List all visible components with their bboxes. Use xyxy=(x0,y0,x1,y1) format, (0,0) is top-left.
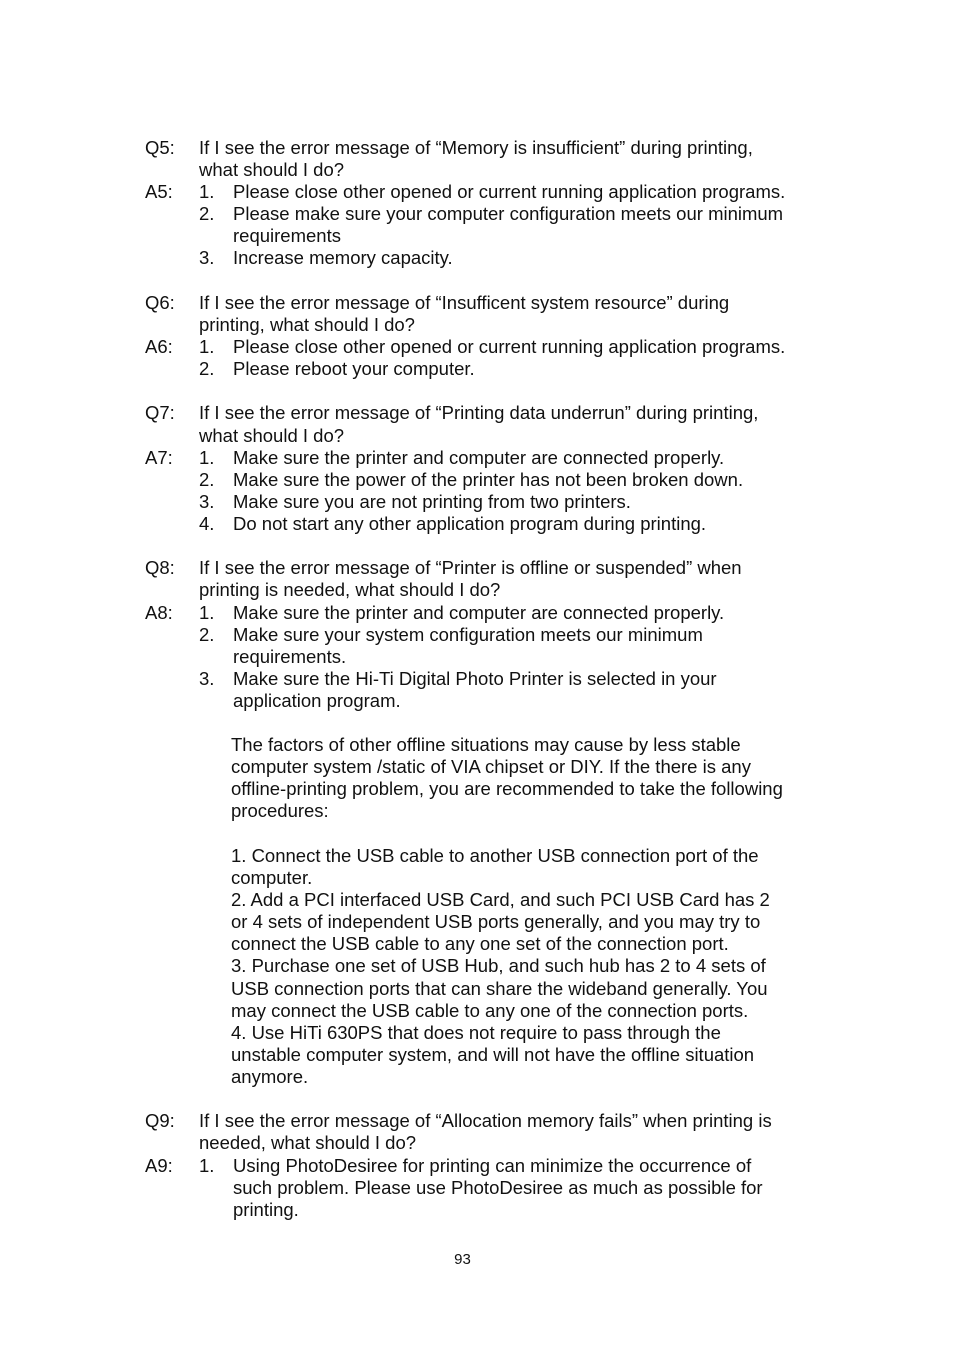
procedure-text: connect the USB cable to any one set of the connection port. xyxy=(231,933,729,954)
procedure-text: may connect the USB cable to any one of the connection ports. xyxy=(231,1000,749,1021)
question-text: what should I do? xyxy=(199,159,345,180)
answer-text: Please close other opened or current running application programs. xyxy=(233,336,786,357)
answer-number: 3. xyxy=(199,247,215,268)
answer-text: Make sure the power of the printer has not been broken down. xyxy=(233,469,744,490)
question-label: Q5: xyxy=(145,137,175,158)
note-text: procedures: xyxy=(231,800,329,821)
answer-number: 1. xyxy=(199,602,215,623)
answer-number: 1. xyxy=(199,181,215,202)
page-number: 93 xyxy=(454,1251,471,1268)
question-text: needed, what should I do? xyxy=(199,1132,417,1153)
note-text: computer system /static of VIA chipset or DIY. If the there is any xyxy=(231,756,751,777)
question-text: If I see the error message of “Printing data underrun” during printing, xyxy=(199,402,759,423)
answer-text: Please close other opened or current running application programs. xyxy=(233,181,786,202)
answer-text: Increase memory capacity. xyxy=(233,247,453,268)
answer-text: Make sure the Hi-Ti Digital Photo Printer is selected in your xyxy=(233,668,717,689)
answer-number: 3. xyxy=(199,668,215,689)
answer-number: 1. xyxy=(199,336,215,357)
answer-label: A7: xyxy=(145,447,173,468)
question-text: If I see the error message of “Printer is offline or suspended” when xyxy=(199,557,742,578)
question-label: Q7: xyxy=(145,402,175,423)
procedure-text: 1. Connect the USB cable to another USB connection port of the xyxy=(231,845,759,866)
answer-number: 2. xyxy=(199,624,215,645)
answer-text: Using PhotoDesiree for printing can minimize the occurrence of xyxy=(233,1155,752,1176)
question-label: Q8: xyxy=(145,557,175,578)
question-text: printing is needed, what should I do? xyxy=(199,579,501,600)
answer-number: 1. xyxy=(199,1155,215,1176)
procedure-text: unstable computer system, and will not have the offline situation xyxy=(231,1044,755,1065)
question-label: Q9: xyxy=(145,1110,175,1131)
procedure-text: or 4 sets of independent USB ports generally, and you may try to xyxy=(231,911,761,932)
answer-text: Make sure your system configuration meets our minimum xyxy=(233,624,703,645)
answer-text: Make sure the printer and computer are connected properly. xyxy=(233,602,725,623)
procedure-text: computer. xyxy=(231,867,313,888)
question-text: If I see the error message of “Insufficent system resource” during xyxy=(199,292,730,313)
question-text: If I see the error message of “Allocation memory fails” when printing is xyxy=(199,1110,772,1131)
answer-number: 1. xyxy=(199,447,215,468)
answer-text: requirements xyxy=(233,225,341,246)
question-text: printing, what should I do? xyxy=(199,314,415,335)
answer-text: Make sure the printer and computer are connected properly. xyxy=(233,447,725,468)
answer-text: printing. xyxy=(233,1199,299,1220)
answer-number: 3. xyxy=(199,491,215,512)
answer-text: such problem. Please use PhotoDesiree as much as possible for xyxy=(233,1177,763,1198)
question-label: Q6: xyxy=(145,292,175,313)
answer-label: A9: xyxy=(145,1155,173,1176)
procedure-text: anymore. xyxy=(231,1066,309,1087)
procedure-text: USB connection ports that can share the wideband generally. You xyxy=(231,978,768,999)
question-text: what should I do? xyxy=(199,425,345,446)
answer-text: Please reboot your computer. xyxy=(233,358,475,379)
answer-text: requirements. xyxy=(233,646,347,667)
answer-text: application program. xyxy=(233,690,401,711)
note-text: offline-printing problem, you are recommended to take the following xyxy=(231,778,783,799)
question-text: If I see the error message of “Memory is insufficient” during printing, xyxy=(199,137,753,158)
answer-number: 2. xyxy=(199,358,215,379)
procedure-text: 3. Purchase one set of USB Hub, and such hub has 2 to 4 sets of xyxy=(231,955,766,976)
answer-text: Please make sure your computer configuration meets our minimum xyxy=(233,203,784,224)
answer-label: A5: xyxy=(145,181,173,202)
answer-label: A8: xyxy=(145,602,173,623)
answer-number: 2. xyxy=(199,469,215,490)
note-text: The factors of other offline situations may cause by less stable xyxy=(231,734,741,755)
answer-number: 2. xyxy=(199,203,215,224)
procedure-text: 2. Add a PCI interfaced USB Card, and such PCI USB Card has 2 xyxy=(231,889,770,910)
answer-text: Make sure you are not printing from two printers. xyxy=(233,491,631,512)
procedure-text: 4. Use HiTi 630PS that does not require to pass through the xyxy=(231,1022,721,1043)
answer-number: 4. xyxy=(199,513,215,534)
answer-label: A6: xyxy=(145,336,173,357)
answer-text: Do not start any other application program during printing. xyxy=(233,513,707,534)
